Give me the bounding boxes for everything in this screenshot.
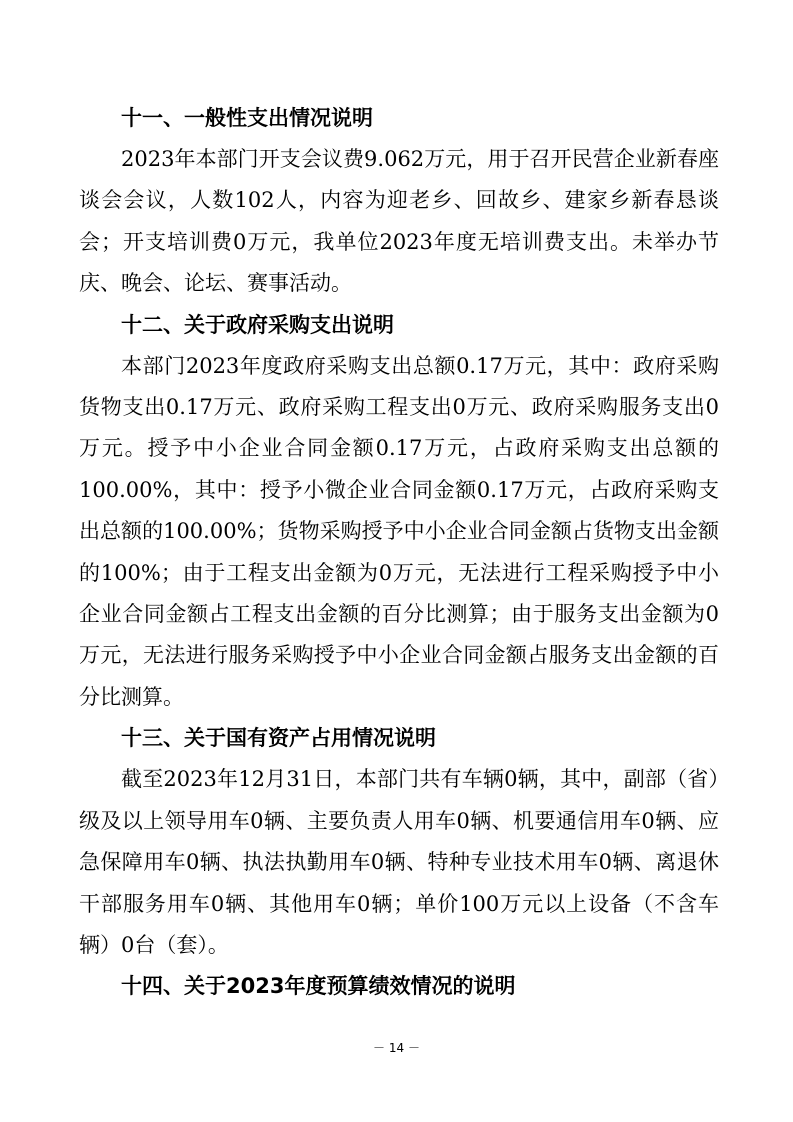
section-paragraph-government-procurement: 本部门2023年度政府采购支出总额0.17万元，其中：政府采购货物支出0.17万元、政府采购工程支出0万元、政府采购服务支出0万元。授予中小企业合同金额0.17万元，占政府采购支出总额的100.00%，其中：授予小微企业合同金额0.17万元，占政府采购支出总额的100.00%；货物采购授予中小企业合同金额占货物支出金额的100%；由于工程支出金额为0万元，无法进行工程采购授予中小企业合同金额占工程支出金额的百分比测算；由于服务支出金额为0万元，无法进行服务采购授予中小企业合同金额占服务支出金额的百分比测算。 <box>79 353 719 709</box>
section-paragraph-general-expenses: 2023年本部门开支会议费9.062万元，用于召开民营企业新春座谈会会议，人数102人，内容为迎老乡、回故乡、建家乡新春恳谈会；开支培训费0万元，我单位2023年度无培训费支出。未举办节庆、晚会、论坛、赛事活动。 <box>79 147 719 296</box>
section-heading-budget-performance: 十四、关于2023年度预算绩效情况的说明 <box>121 974 516 999</box>
page-content <box>79 98 719 1007</box>
page-number: － 14 － <box>373 1041 420 1055</box>
section-paragraph-state-assets: 截至2023年12月31日，本部门共有车辆0辆，其中，副部（省）级及以上领导用车0辆、主要负责人用车0辆、机要通信用车0辆、应急保障用车0辆、执法执勤用车0辆、特种专业技术用车0辆、离退休干部服务用车0辆、其他用车0辆；单价100万元以上设备（不含车辆）0台（套）。 <box>79 767 719 957</box>
section-heading-state-assets: 十三、关于国有资产占用情况说明 <box>121 726 436 751</box>
section-heading-general-expenses: 十一、一般性支出情况说明 <box>121 106 373 130</box>
section-heading-government-procurement: 十二、关于政府采购支出说明 <box>121 312 394 337</box>
